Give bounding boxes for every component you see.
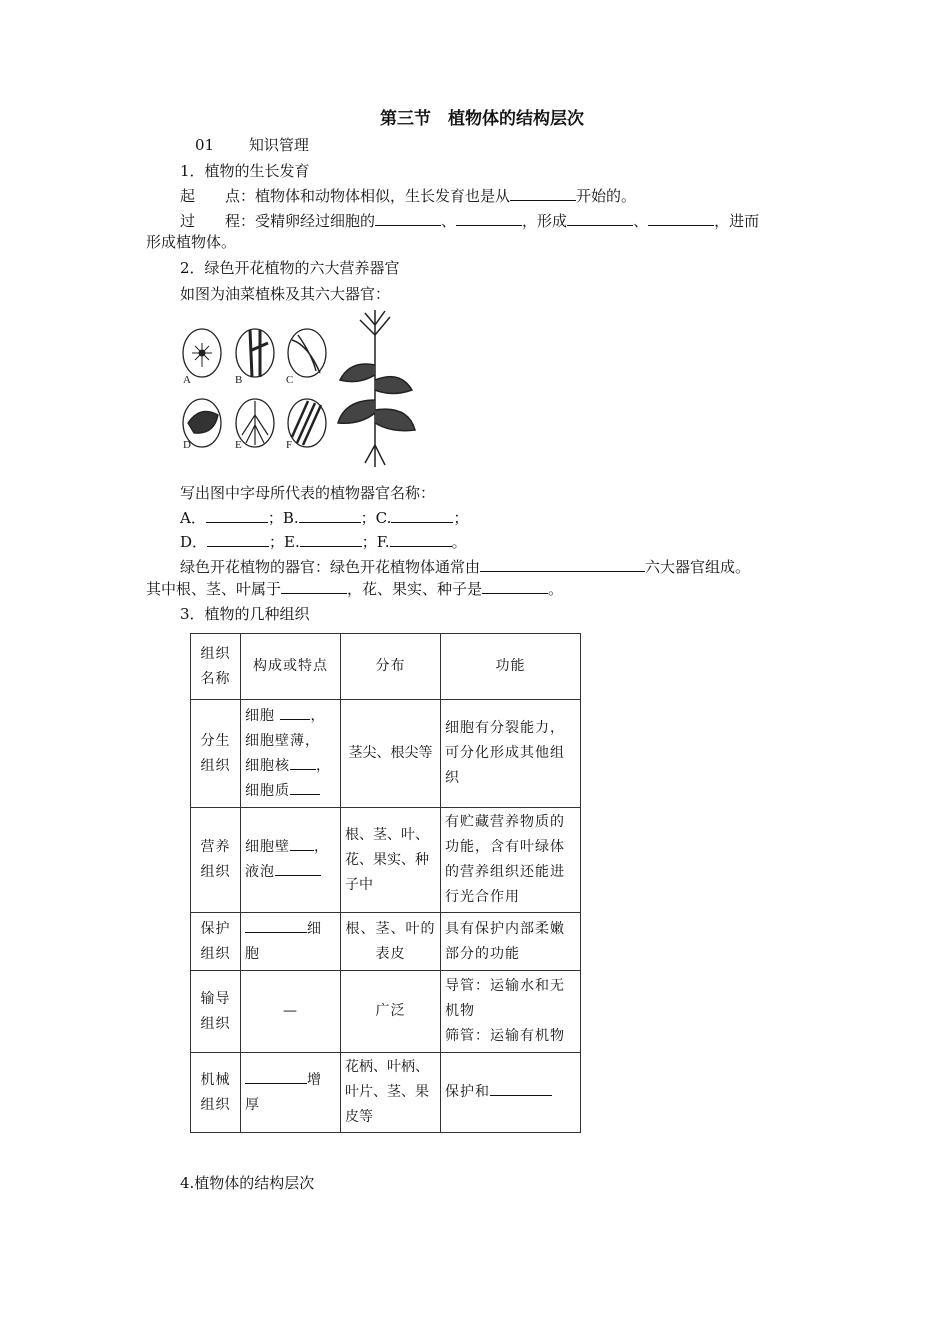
s3-heading: 3．植物的几种组织 xyxy=(180,605,310,623)
plant-icon xyxy=(338,310,415,467)
feature-text: 细胞核 xyxy=(245,757,290,774)
table-row xyxy=(191,1053,581,1133)
table-row xyxy=(191,700,581,808)
s1-line2-text: 受精卵经过细胞的 xyxy=(255,212,376,230)
feature-text: 增厚 xyxy=(245,1071,322,1113)
tissue-name: 保护组织 xyxy=(191,913,241,971)
flower-icon xyxy=(192,343,212,367)
organs-line-2 xyxy=(146,578,563,599)
answer-label: ；E. xyxy=(269,533,300,551)
organs-text: ，花、果实、种子是 xyxy=(347,580,483,598)
fill-blank[interactable] xyxy=(567,211,633,226)
fill-blank[interactable] xyxy=(299,508,361,523)
fill-blank[interactable] xyxy=(206,508,268,523)
answer-label: ；C. xyxy=(360,509,392,527)
s1-line1-end: 开始的。 xyxy=(576,187,637,205)
section-number: 01 xyxy=(195,136,215,154)
stem-icon xyxy=(250,330,268,377)
fill-blank[interactable] xyxy=(207,532,269,547)
tissue-feature xyxy=(241,913,341,971)
feature-text: ， xyxy=(316,757,331,774)
feature-text: 细胞 xyxy=(245,707,275,724)
organ-b-stem xyxy=(236,329,274,377)
fill-blank[interactable] xyxy=(391,508,453,523)
fill-blank[interactable] xyxy=(290,836,314,851)
fill-blank[interactable] xyxy=(290,780,320,795)
tissue-name: 输导组织 xyxy=(191,971,241,1053)
tissue-function: 具有保护内部柔嫩部分的功能 xyxy=(441,913,581,971)
seed-pod-icon xyxy=(292,401,321,445)
separator: 、 xyxy=(633,212,649,230)
fill-blank[interactable] xyxy=(390,532,452,547)
page-title: 第三节 植物体的结构层次 xyxy=(380,109,584,129)
tissue-table xyxy=(190,633,581,1133)
header-cell: 功能 xyxy=(441,634,581,700)
s1-line1-label: 起 点： xyxy=(180,187,256,205)
tissue-name: 机械组织 xyxy=(191,1053,241,1133)
answer-label: A． xyxy=(180,509,206,527)
root-icon xyxy=(242,401,268,445)
organs-text: 。 xyxy=(548,580,564,598)
organs-text: 其中根、茎、叶属于 xyxy=(146,580,282,598)
tissue-distribution: 广泛 xyxy=(341,971,441,1053)
fill-blank[interactable] xyxy=(290,755,316,770)
tissue-distribution: 花柄、叶柄、叶片、茎、果皮等 xyxy=(341,1053,441,1133)
s1-line2-label: 过 程： xyxy=(180,212,256,230)
tissue-feature xyxy=(241,808,341,913)
s1-line2 xyxy=(180,210,759,231)
header-cell: 组织名称 xyxy=(191,634,241,700)
table-row xyxy=(191,913,581,971)
fill-blank[interactable] xyxy=(245,1069,307,1084)
tissue-distribution: 茎尖、根尖等 xyxy=(341,700,441,808)
figure-label-b: B xyxy=(235,374,243,386)
figure-label-f: F xyxy=(286,439,293,451)
fill-blank[interactable] xyxy=(245,918,307,933)
s2-question: 写出图中字母所代表的植物器官名称： xyxy=(180,484,436,502)
feature-text: 细胞壁薄， xyxy=(245,732,320,749)
fill-blank[interactable] xyxy=(456,211,522,226)
feature-text: 细胞 xyxy=(245,920,322,962)
tissue-function xyxy=(441,1053,581,1133)
s1-line2-end: ，进而 xyxy=(714,212,760,230)
s1-line1 xyxy=(180,185,636,206)
fill-blank[interactable] xyxy=(275,861,321,876)
fill-blank[interactable] xyxy=(490,1081,552,1096)
answer-label: ；B. xyxy=(267,509,299,527)
answer-label: ； xyxy=(453,509,469,527)
table-row xyxy=(191,808,581,913)
tissue-feature xyxy=(241,700,341,808)
feature-text: ， xyxy=(310,707,326,724)
tissue-feature xyxy=(241,1053,341,1133)
s2-intro: 如图为油菜植株及其六大器官： xyxy=(180,285,391,303)
section-text: 知识管理 xyxy=(248,136,309,154)
tissue-feature: — xyxy=(241,971,341,1053)
header-cell: 分布 xyxy=(341,634,441,700)
feature-text: 细胞壁 xyxy=(245,839,290,855)
fill-blank[interactable] xyxy=(480,557,645,572)
tissue-name: 营养组织 xyxy=(191,808,241,913)
tissue-distribution: 根、茎、叶、花、果实、种子中 xyxy=(341,808,441,913)
figure-label-c: C xyxy=(286,374,294,386)
tissue-function xyxy=(441,971,581,1053)
feature-text: 液泡 xyxy=(245,864,275,880)
organ-c-leaf xyxy=(288,329,326,377)
figure-label-d: D xyxy=(183,439,191,451)
figure-label-e: E xyxy=(235,439,242,451)
tissue-function: 细胞有分裂能力，可分化形成其他组织 xyxy=(441,700,581,808)
tissue-name: 分生组织 xyxy=(191,700,241,808)
answer-label: ；F. xyxy=(361,533,390,551)
separator: 、 xyxy=(441,212,457,230)
s2-heading: 2．绿色开花植物的六大营养器官 xyxy=(180,259,400,277)
answer-row-2 xyxy=(180,531,467,552)
organ-d-icon xyxy=(188,411,218,433)
fill-blank[interactable] xyxy=(375,211,441,226)
s1-heading: 1．植物的生长发育 xyxy=(180,162,310,180)
leaf-icon xyxy=(292,335,320,373)
fill-blank[interactable] xyxy=(482,579,548,594)
s1-line1-text: 植物体和动物体相似，生长发育也是从 xyxy=(255,187,511,205)
section-label xyxy=(195,134,309,155)
rapeseed-plant-figure xyxy=(180,305,420,470)
feature-text: ， xyxy=(314,839,329,855)
s1-line3: 形成植物体。 xyxy=(146,233,237,251)
answer-label: 。 xyxy=(451,533,467,551)
figure-label-a: A xyxy=(183,374,191,386)
fill-blank[interactable] xyxy=(280,705,310,720)
tissue-distribution: 根、茎、叶的表皮 xyxy=(341,913,441,971)
organs-text: 绿色开花植物的器官：绿色开花植物体通常由 xyxy=(180,558,481,576)
organs-text: 六大器官组成。 xyxy=(645,558,751,576)
fill-blank[interactable] xyxy=(648,211,714,226)
tissue-function: 有贮藏营养物质的功能，含有叶绿体的营养组织还能进行光合作用 xyxy=(441,808,581,913)
s4-heading: 4.植物体的结构层次 xyxy=(180,1174,315,1192)
feature-text: 细胞质 xyxy=(245,782,290,799)
function-line: 导管：运输水和无机物 xyxy=(445,978,565,1019)
organs-line-1 xyxy=(180,556,750,577)
function-line: 筛管：运输有机物 xyxy=(445,1028,565,1044)
header-cell: 构成或特点 xyxy=(241,634,341,700)
s1-line2-mid: ，形成 xyxy=(522,212,568,230)
fill-blank[interactable] xyxy=(300,532,362,547)
answer-row-1 xyxy=(180,507,468,528)
fill-blank[interactable] xyxy=(510,186,576,201)
fill-blank[interactable] xyxy=(281,579,347,594)
function-text: 保护和 xyxy=(445,1084,490,1100)
table-header-row xyxy=(191,634,581,700)
table-row xyxy=(191,971,581,1053)
answer-label: D． xyxy=(180,533,208,551)
